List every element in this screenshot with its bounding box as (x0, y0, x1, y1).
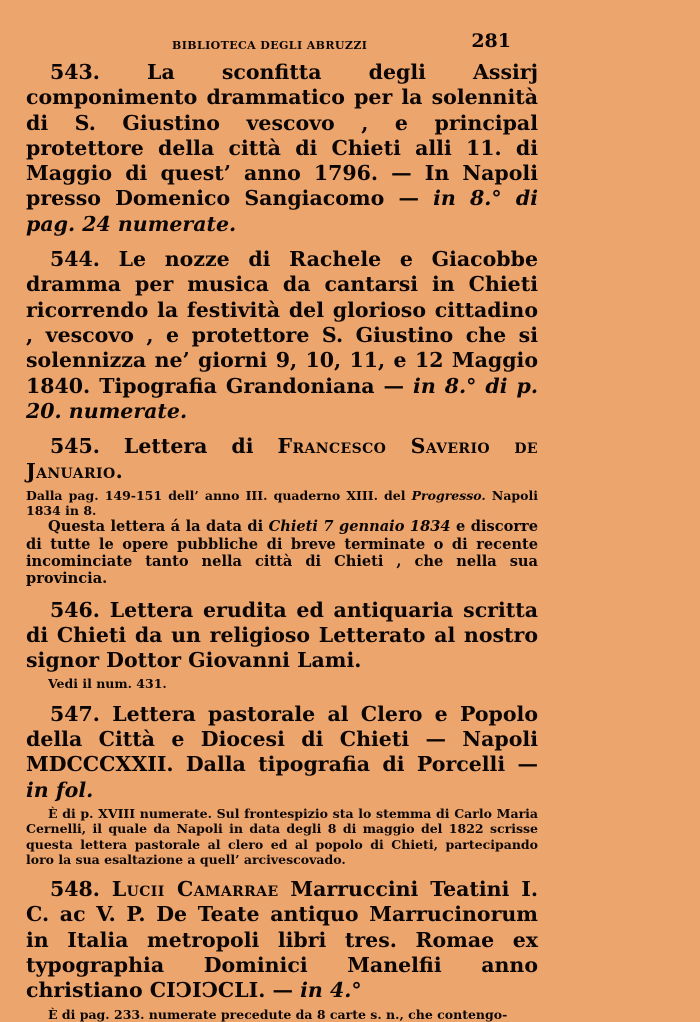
entry-547 (26, 702, 538, 803)
entry-format: in 8.° di pag. 24 numerate. (26, 186, 538, 236)
running-title: BIBLIOTECA DEGLI ABRUZZI (172, 39, 368, 52)
entry-544 (26, 247, 538, 424)
entry-note: È di pag. 233. numerate precedute da 8 carte s. n., che contengo- (48, 1006, 508, 1022)
entry-description: Questa lettera á la data di Chieti 7 gennaio 1834 e discorre di tutte le opere pubbliche di breve terminate o di recente incominciate tanto nella città di Chieti , che nella sua provincia. (26, 518, 538, 588)
page-content (26, 60, 538, 1022)
entry-note: È di p. XVIII numerate. Sul frontespizio sta lo stemma di Carlo Maria Cernelli, il quale da Napoli in data degli 8 di maggio del 1822 scrisse questa lettera pastorale al clero ed al popolo di Chieti, partecipando loro la sua esaltazione a quell’ arcivescovado. (26, 805, 538, 867)
letter-date: Chieti 7 gennaio 1834 (268, 518, 451, 536)
entry-number: 547. (50, 701, 100, 726)
entry-545 (26, 434, 538, 485)
periodical-title: Progresso. (411, 487, 486, 503)
entry-format: in 4.° (300, 978, 362, 1003)
entry-note: Dalla pag. 149-151 dell’ anno III. quaderno XIII. del Progresso. Napoli 1834 in 8. (26, 487, 538, 519)
entry-author: Lucii Camarrae (111, 877, 279, 902)
entry-title: La sconfitta degli Assirj componimento drammatico per la solennità di S. Giustino vescovo , e principal protettore della città di Chieti alli 11. di Maggio di quest’ anno 1796. — In Napoli presso Domenico Sangiacomo — (26, 60, 538, 211)
entry-title: Lettera erudita ed antiquaria scritta di Chieti da un religioso Letterato al nostro signor Dottor Giovanni Lami. (26, 597, 538, 673)
entry-number: 544. (50, 247, 100, 272)
page-header (172, 30, 517, 56)
entry-author: Francesco Saverio de Januario. (26, 434, 538, 484)
entry-title: Lettera pastorale al Clero e Popolo della Città e Diocesi di Chieti — Napoli MDCCCXXII. Dalla tipografia di Porcelli — (26, 701, 538, 777)
entry-number: 543. (50, 60, 100, 84)
entry-title: Le nozze di Rachele e Giacobbe dramma per musica da cantarsi in Chieti ricorrendo la festività del glorioso cittadino , vescovo , e protettore S. Giustino che si solennizza ne’ giorni 9, 10, 11, e 12 Maggio 1840. Tipografia Grandoniana — (26, 247, 539, 398)
entry-546 (26, 598, 538, 674)
page-number: 281 (471, 30, 511, 52)
entry-note: Vedi il num. 431. (48, 676, 167, 692)
entry-title: Marruccini Teatini I. C. ac V. P. De Teate antiquo Marrucinorum in Italia metropoli libri tres. Romae ex typographia Dominici Manelfii anno christiano CIↃIↃCLI. — (26, 877, 538, 1003)
entry-543 (26, 60, 538, 237)
entry-title: Lettera di (123, 434, 278, 459)
entry-format: in fol. (26, 777, 94, 802)
entry-548 (26, 877, 538, 1003)
entry-number: 548. (50, 877, 100, 902)
entry-number: 545. (50, 434, 100, 459)
entry-format: in 8.° di p. 20. numerate. (26, 373, 538, 423)
entry-number: 546. (50, 597, 100, 622)
